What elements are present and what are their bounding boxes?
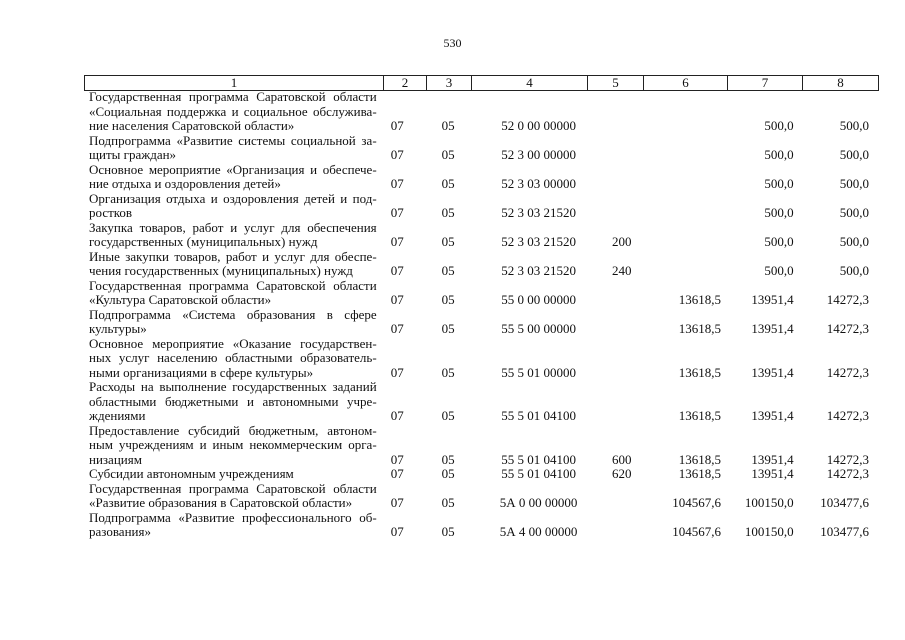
- target-article-code: 52 3 03 00000: [501, 176, 576, 191]
- subsection-code: 05: [441, 263, 455, 278]
- amount-col-6: 13618,5: [678, 451, 722, 467]
- description-line: ние отдыха и оздоровления детей»: [89, 176, 281, 191]
- amount-col-7: 13951,4: [751, 451, 794, 467]
- table-row: [84, 163, 874, 192]
- table-row: [84, 308, 874, 337]
- row-description: [84, 90, 377, 134]
- row-description: [84, 511, 377, 540]
- section-code: 07: [390, 364, 404, 380]
- subsection-code: 05: [441, 364, 455, 380]
- subsection-code: 05: [441, 524, 455, 539]
- description-line: «Культура Саратовской области»: [89, 292, 272, 307]
- amount-col-7: 100150,0: [744, 495, 794, 510]
- page-number: 530: [443, 36, 462, 50]
- subsection-code: 05: [441, 176, 455, 191]
- description-line: щиты граждан»: [89, 147, 177, 162]
- subsection-code: 05: [441, 495, 455, 510]
- row-description: [84, 250, 377, 279]
- target-article-code: 55 5 01 00000: [501, 364, 576, 380]
- amount-col-8: 103477,6: [820, 495, 869, 510]
- amount-col-7: 500,0: [764, 234, 794, 249]
- header-col-7: 7: [728, 76, 803, 90]
- section-code: 07: [390, 321, 404, 336]
- description-line: Закупка товаров, работ и услуг для обеспечения: [89, 219, 377, 235]
- amount-col-6: 104567,6: [672, 524, 722, 539]
- section-code: 07: [390, 118, 404, 133]
- header-col-8: 8: [837, 75, 844, 90]
- subsection-code: 05: [441, 466, 455, 481]
- amount-col-8: 103477,6: [820, 524, 869, 539]
- table-row: [84, 337, 874, 381]
- expense-type-code: 200: [611, 234, 632, 249]
- target-article-code: 52 3 03 21520: [501, 263, 576, 278]
- subsection-code: 05: [441, 118, 455, 133]
- description-line: Предоставление субсидий бюджетным, автоном-: [89, 422, 377, 438]
- description-line: Субсидии автономным учреждениям: [89, 466, 294, 481]
- amount-col-7: 500,0: [764, 118, 794, 133]
- amount-col-7: 500,0: [764, 176, 794, 191]
- expense-type-code: 240: [611, 263, 632, 278]
- description-line: ным учреждениям и иным некоммерческим орга-: [89, 437, 377, 452]
- row-description: [84, 279, 377, 308]
- amount-col-8: 500,0: [839, 205, 869, 220]
- subsection-code: 05: [441, 408, 455, 423]
- row-description: [84, 467, 377, 482]
- amount-col-8: 14272,3: [826, 466, 869, 481]
- amount-col-7: 13951,4: [751, 364, 794, 380]
- target-article-code: 52 0 00 00000: [501, 118, 576, 133]
- section-code: 07: [390, 495, 404, 510]
- header-col-3: 3: [427, 76, 472, 90]
- target-article-code: 55 5 00 00000: [501, 321, 576, 336]
- subsection-code: 05: [441, 147, 455, 162]
- description-line: ростков: [89, 205, 133, 220]
- header-col-6: 6: [644, 76, 728, 90]
- description-line: низациям: [89, 451, 142, 467]
- amount-col-8: 500,0: [839, 118, 869, 133]
- row-description: [84, 337, 377, 381]
- amount-col-8: 500,0: [839, 263, 869, 278]
- subsection-code: 05: [441, 205, 455, 220]
- target-article-code: 55 0 00 00000: [501, 292, 576, 307]
- amount-col-6: 13618,5: [678, 466, 722, 481]
- row-description: [84, 424, 377, 468]
- table-row: [84, 279, 874, 308]
- amount-col-7: 500,0: [764, 147, 794, 162]
- description-line: разования»: [89, 524, 151, 539]
- row-description: [84, 192, 377, 221]
- subsection-code: 05: [441, 321, 455, 336]
- description-line: Иные закупки товаров, работ и услуг для обеспе-: [89, 248, 377, 264]
- section-code: 07: [390, 263, 404, 278]
- description-line: Подпрограмма «Развитие системы социальной за-: [89, 132, 377, 148]
- section-code: 07: [390, 451, 404, 467]
- amount-col-6: 13618,5: [678, 292, 722, 307]
- header-col-4: 4: [472, 76, 588, 90]
- description-line: Государственная программа Саратовской области: [89, 480, 377, 496]
- subsection-code: 05: [441, 451, 455, 467]
- description-line: Государственная программа Саратовской области: [89, 277, 377, 293]
- expense-type-code: 620: [611, 466, 632, 481]
- target-article-code: 5А 4 00 00000: [499, 524, 578, 539]
- expense-type-code: 600: [611, 451, 632, 467]
- section-code: 07: [390, 234, 404, 249]
- amount-col-8: 500,0: [839, 234, 869, 249]
- amount-col-7: 13951,4: [751, 408, 794, 423]
- description-line: ными организациями в сфере культуры»: [89, 364, 314, 380]
- description-line: «Социальная поддержка и социальное обслужива-: [89, 103, 377, 119]
- table-row: [84, 192, 874, 221]
- description-line: государственных (муниципальных) нужд: [89, 234, 318, 249]
- amount-col-7: 13951,4: [751, 321, 794, 336]
- amount-col-7: 13951,4: [751, 466, 794, 481]
- target-article-code: 52 3 03 21520: [501, 205, 576, 220]
- description-line: «Развитие образования в Саратовской области»: [89, 495, 353, 510]
- target-article-code: 55 5 01 04100: [501, 466, 576, 481]
- target-article-code: 52 3 03 21520: [501, 234, 576, 249]
- table-body: [84, 90, 874, 540]
- amount-col-6: 13618,5: [678, 321, 722, 336]
- amount-col-8: 14272,3: [826, 292, 869, 307]
- section-code: 07: [390, 176, 404, 191]
- section-code: 07: [390, 292, 404, 307]
- header-col-5: 5: [588, 76, 644, 90]
- section-code: 07: [390, 147, 404, 162]
- row-description: [84, 221, 377, 250]
- subsection-code: 05: [441, 234, 455, 249]
- description-line: Государственная программа Саратовской области: [89, 89, 377, 104]
- table-row: [84, 511, 874, 540]
- row-description: [84, 482, 377, 511]
- amount-col-6: 13618,5: [678, 408, 722, 423]
- row-description: [84, 163, 377, 192]
- amount-col-8: 14272,3: [826, 408, 869, 423]
- description-line: ждениями: [89, 408, 146, 423]
- amount-col-8: 14272,3: [826, 321, 869, 336]
- table-row: [84, 424, 874, 468]
- amount-col-8: 500,0: [839, 147, 869, 162]
- description-line: Расходы на выполнение государственных заданий: [89, 379, 377, 394]
- description-line: областными бюджетными и автономными учре-: [89, 393, 377, 409]
- description-line: ние населения Саратовской области»: [89, 118, 295, 133]
- description-line: культуры»: [89, 321, 147, 336]
- target-article-code: 5А 0 00 00000: [499, 495, 578, 510]
- amount-col-7: 500,0: [764, 205, 794, 220]
- target-article-code: 55 5 01 04100: [501, 451, 576, 467]
- target-article-code: 55 5 01 04100: [501, 408, 576, 423]
- amount-col-7: 500,0: [764, 263, 794, 278]
- header-col-1: 1: [85, 76, 384, 90]
- description-line: Подпрограмма «Система образования в сфере: [89, 306, 377, 322]
- table-row: [84, 221, 874, 250]
- section-code: 07: [390, 408, 404, 423]
- description-line: ных услуг населению областными образователь-: [89, 350, 377, 365]
- section-code: 07: [390, 205, 404, 220]
- description-line: Подпрограмма «Развитие профессионального об-: [89, 509, 377, 525]
- amount-col-8: 14272,3: [826, 451, 869, 467]
- table-row: [84, 90, 874, 134]
- amount-col-8: 14272,3: [826, 364, 869, 380]
- amount-col-6: 13618,5: [678, 364, 722, 380]
- section-code: 07: [390, 524, 404, 539]
- target-article-code: 52 3 00 00000: [501, 147, 576, 162]
- section-code: 07: [390, 466, 404, 481]
- table-row: [84, 482, 874, 511]
- table-row: [84, 467, 874, 482]
- row-description: [84, 134, 377, 163]
- table-row: [84, 134, 874, 163]
- amount-col-8: 500,0: [839, 176, 869, 191]
- description-line: Основное мероприятие «Оказание государствен-: [89, 335, 377, 351]
- row-description: [84, 380, 377, 424]
- table-row: [84, 250, 874, 279]
- row-description: [84, 308, 377, 337]
- amount-col-7: 100150,0: [744, 524, 794, 539]
- amount-col-6: 104567,6: [672, 495, 722, 510]
- header-col-2: 2: [384, 76, 427, 90]
- description-line: Организация отдыха и оздоровления детей и под-: [89, 190, 377, 206]
- subsection-code: 05: [441, 292, 455, 307]
- description-line: чения государственных (муниципальных) нужд: [89, 263, 353, 278]
- amount-col-7: 13951,4: [751, 292, 794, 307]
- description-line: Основное мероприятие «Организация и обеспече-: [89, 161, 377, 177]
- table-row: [84, 380, 874, 424]
